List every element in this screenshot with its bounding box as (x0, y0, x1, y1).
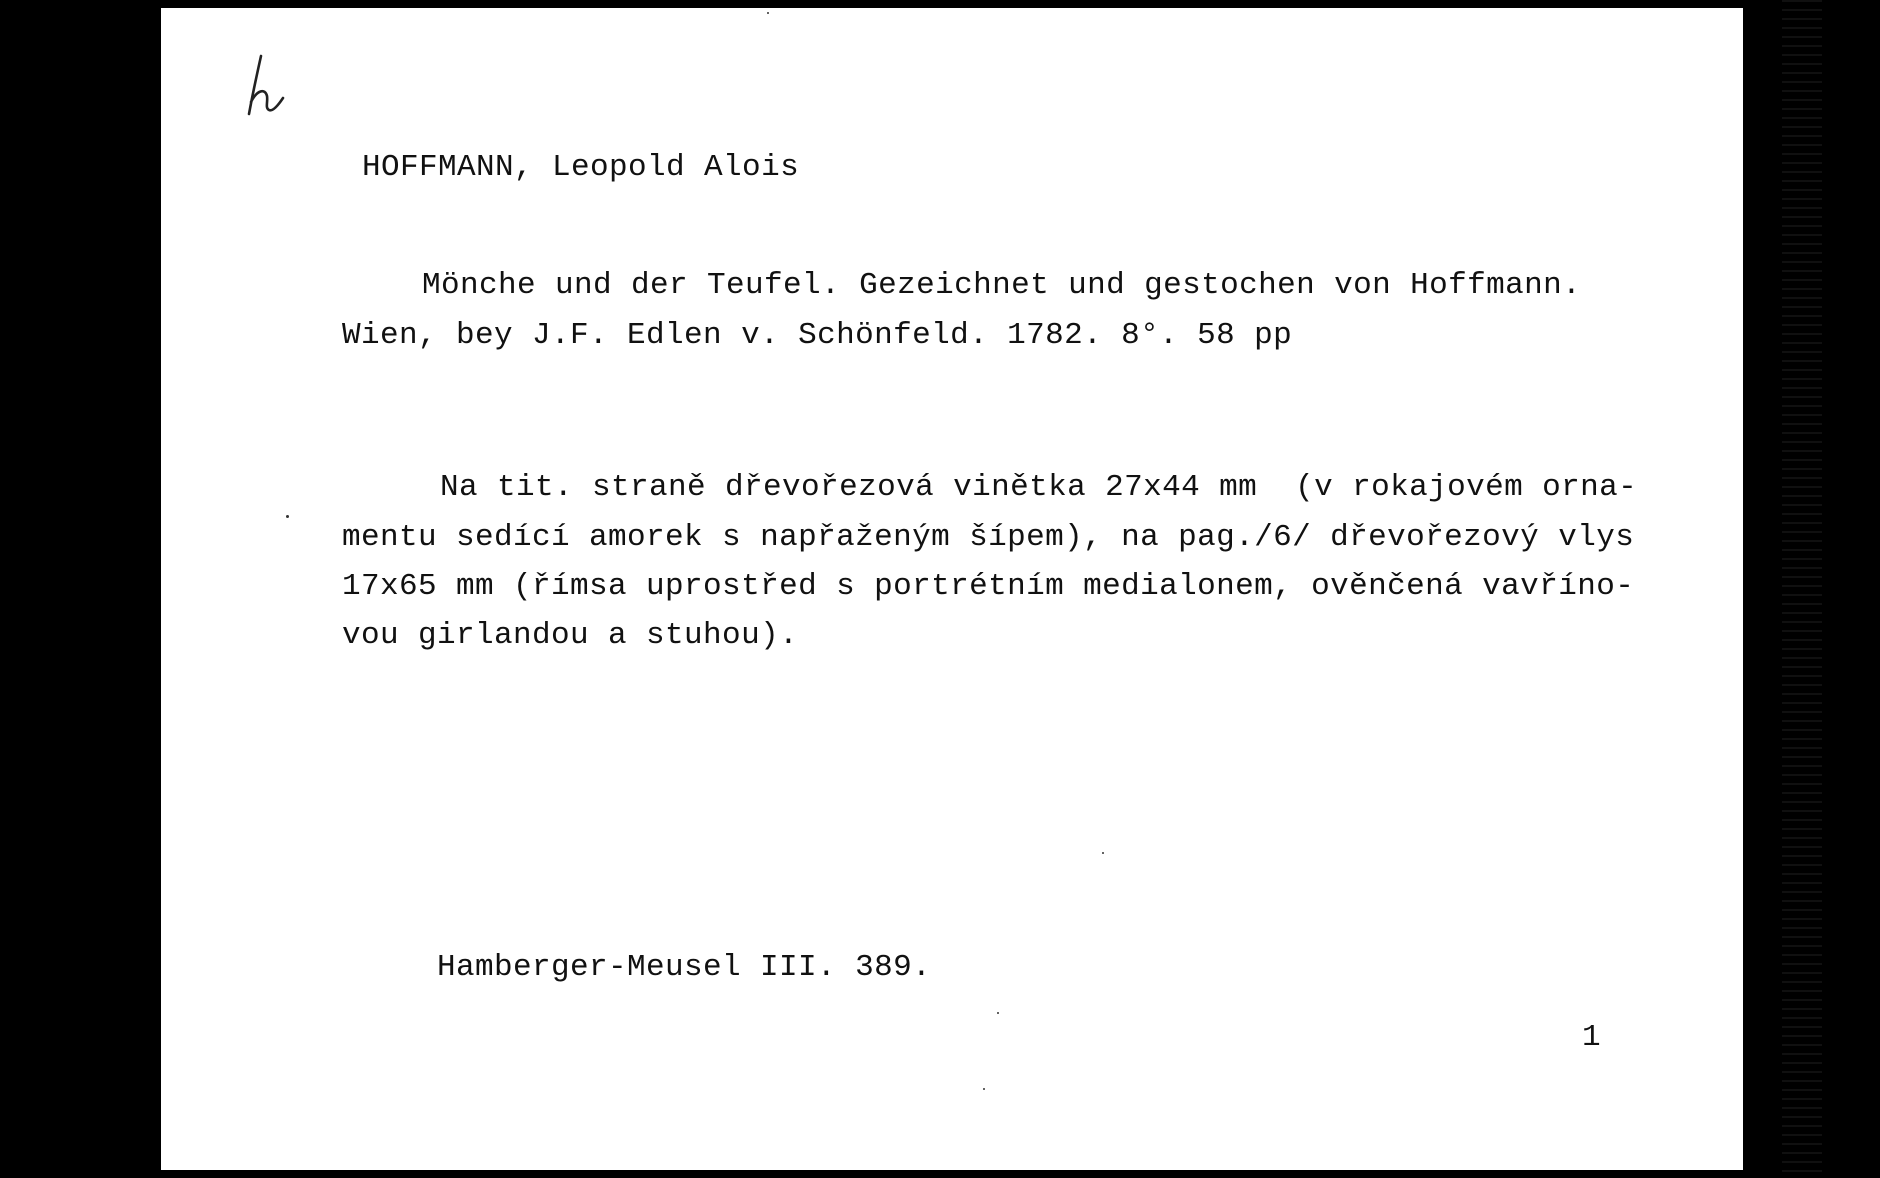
scan-edge-strip (1782, 0, 1822, 1178)
card-heading: HOFFMANN, Leopold Alois (362, 150, 800, 185)
scan-speck (286, 515, 289, 518)
title-line-2: Wien, bey J.F. Edlen v. Schönfeld. 1782. 8°. 58 pp (342, 318, 1293, 353)
handwritten-mark (243, 52, 295, 122)
scan-speck (997, 1012, 999, 1014)
card-number: 1 (1582, 1020, 1602, 1055)
note-line-3: 17x65 mm (římsa uprostřed s portrétním medialonem, ověnčená vavříno- (342, 569, 1635, 604)
note-line-2: mentu sedící amorek s napřaženým šípem), na pag./6/ dřevořezový vlys (342, 520, 1635, 555)
bibliographic-reference: Hamberger-Meusel III. 389. (437, 950, 932, 985)
scan-speck (767, 12, 769, 14)
note-line-1: Na tit. straně dřevořezová vinětka 27x44 mm (v rokajovém orna- (440, 470, 1638, 505)
note-line-4: vou girlandou a stuhou). (342, 618, 799, 653)
scan-speck (983, 1088, 985, 1090)
title-line-1: Mönche und der Teufel. Gezeichnet und gestochen von Hoffmann. (422, 268, 1582, 303)
scan-speck (1102, 852, 1104, 854)
